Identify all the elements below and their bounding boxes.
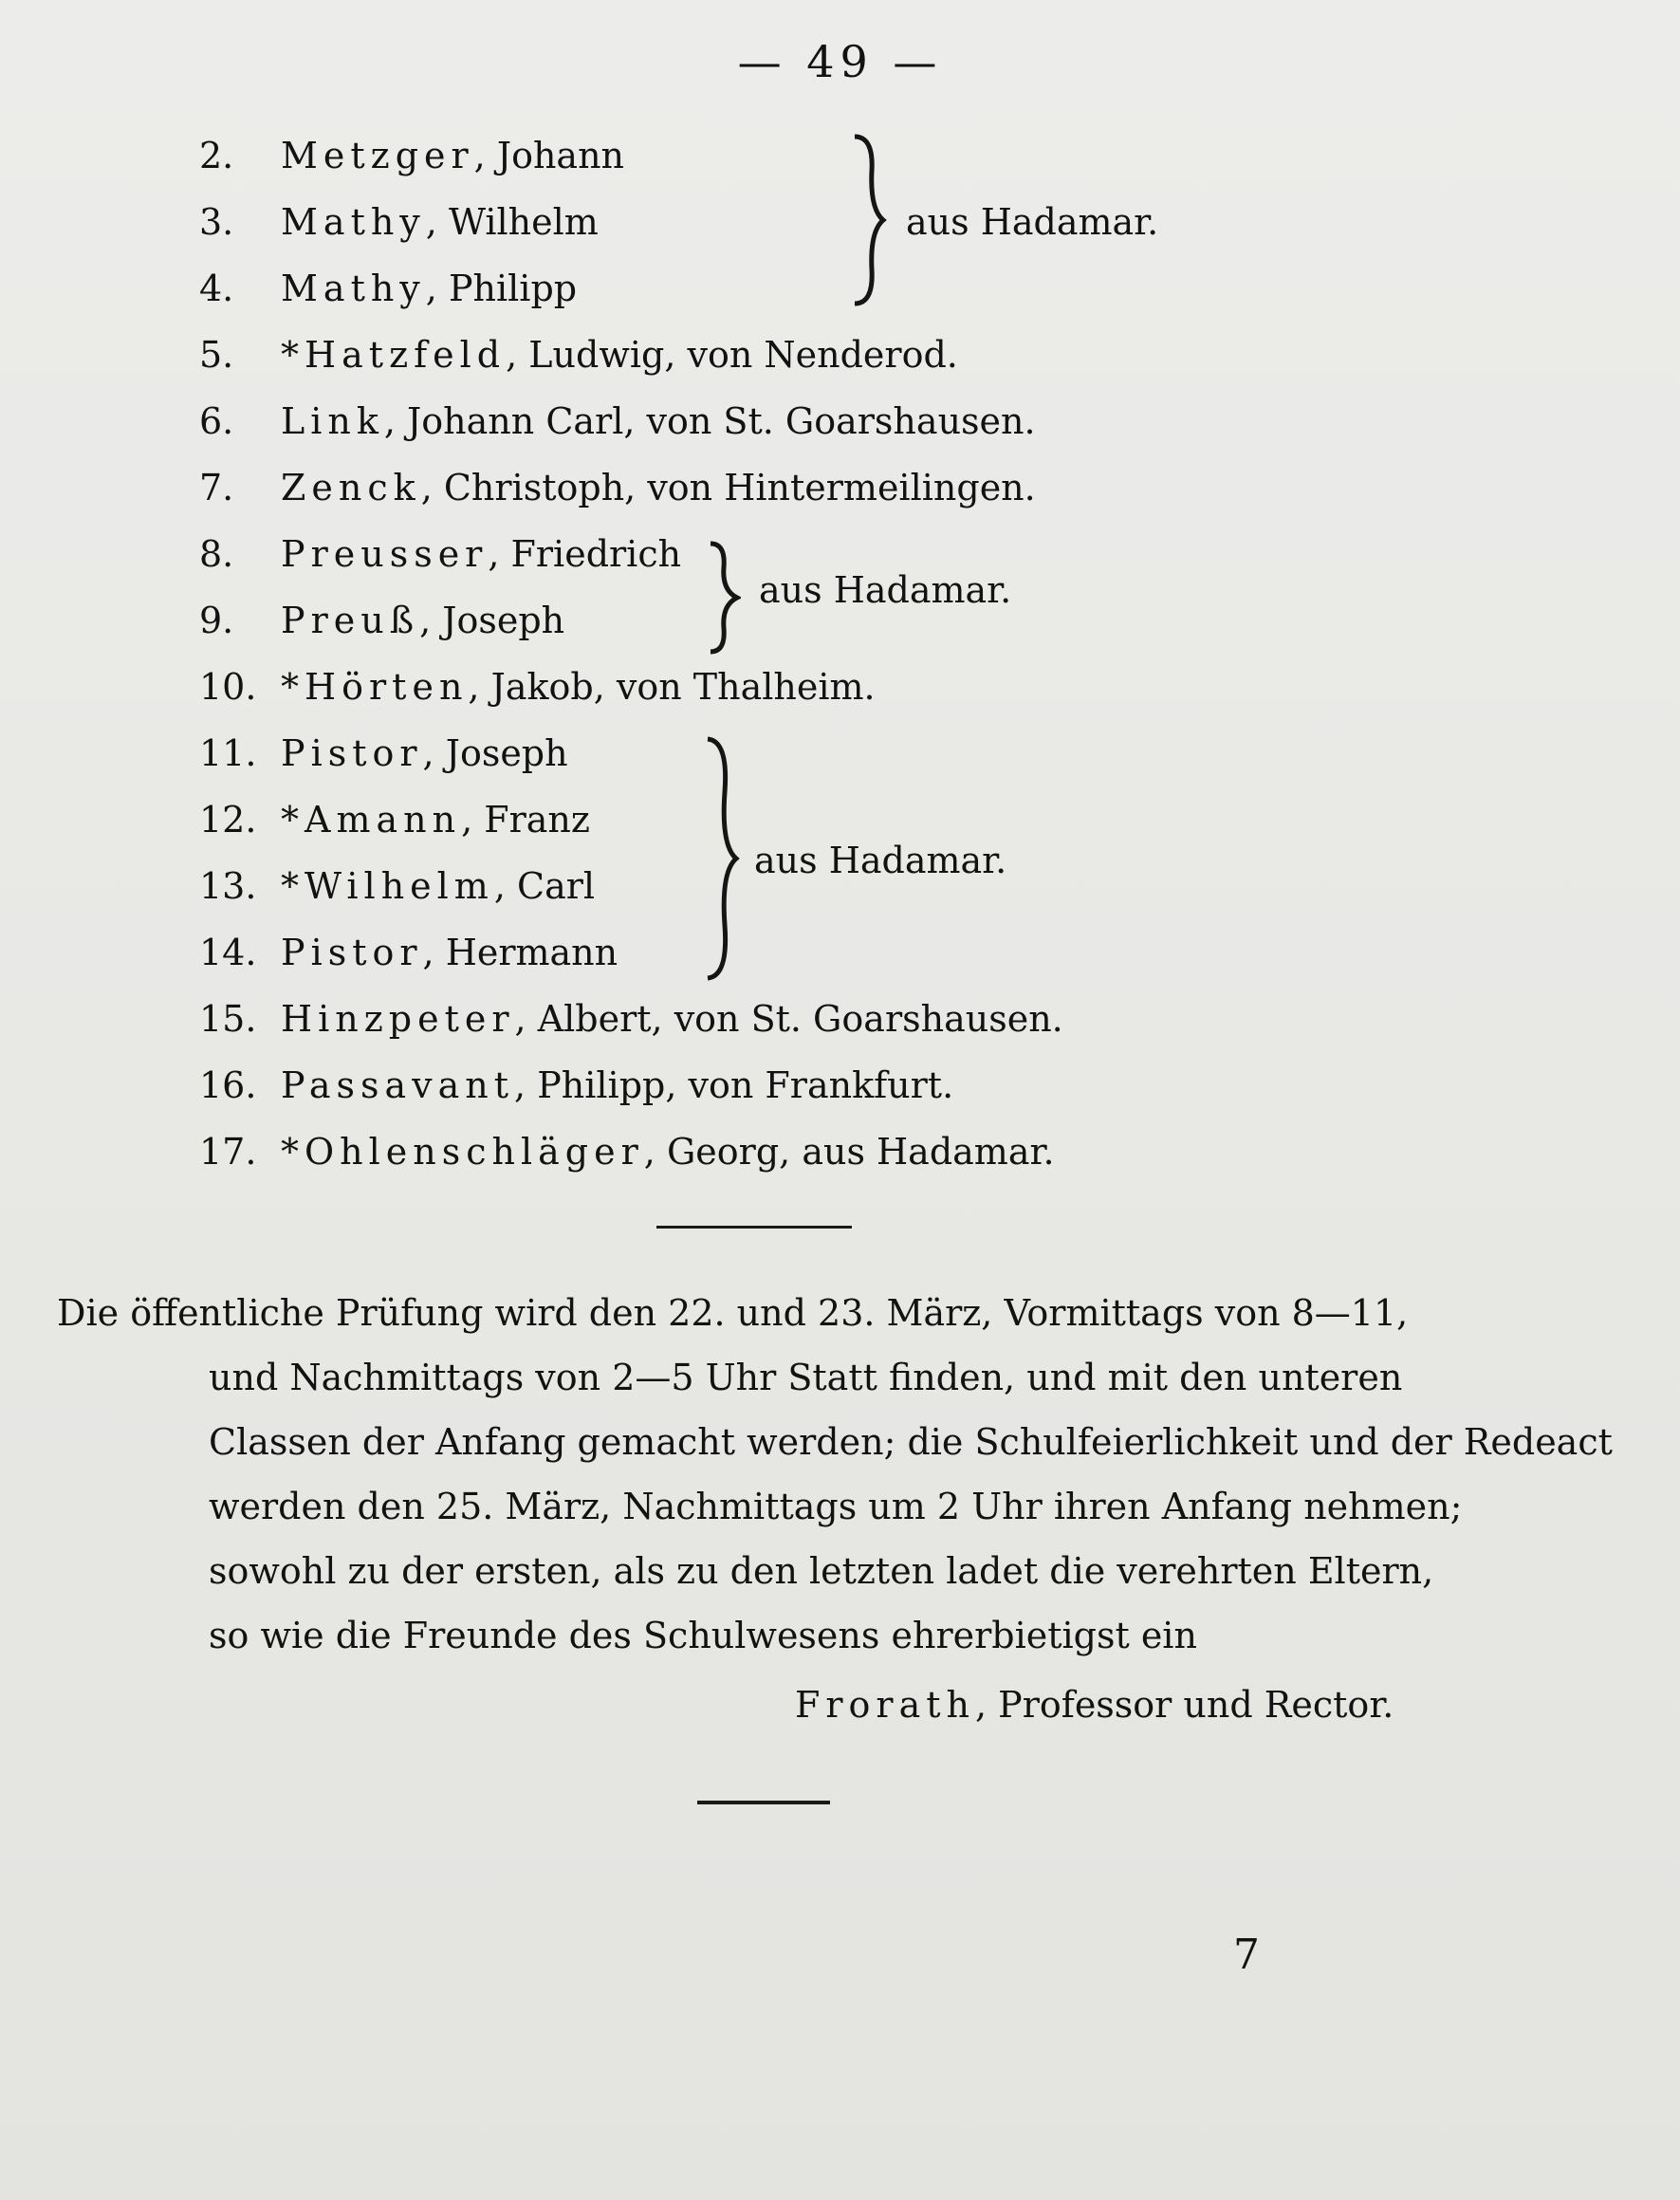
list-item [199, 666, 876, 708]
list-item [199, 201, 599, 243]
entry-number: 13. [199, 865, 257, 907]
list-item [199, 934, 618, 971]
list-item [199, 998, 1063, 1040]
entry-surname: Passavant [281, 1064, 515, 1106]
entry-number: 3. [199, 201, 234, 243]
entry-number: 16. [199, 1064, 257, 1106]
group-label-hadamar-2: aus Hadamar. [759, 569, 1012, 611]
entry-surname: Metzger [281, 135, 474, 176]
page-number: — 49 — [737, 36, 943, 87]
entry-number: 17. [199, 1131, 257, 1173]
announcement-line: Die öffentliche Prüfung wird den 22. und 23. März, Vormittags von 8—11, [57, 1292, 1409, 1334]
brace-icon [707, 541, 741, 655]
list-item [199, 467, 1036, 508]
entry-details: , Franz [461, 799, 590, 841]
entry-number: 14. [199, 932, 257, 973]
entry-surname: Link [281, 400, 384, 442]
entry-details: , Joseph [419, 600, 565, 641]
entry-surname: *Ohlenschläger [281, 1131, 644, 1173]
list-item [199, 600, 565, 641]
entry-details: , Carl [493, 865, 596, 907]
entry-surname: Mathy [281, 268, 426, 309]
entry-number: 4. [199, 268, 234, 309]
list-item [199, 400, 1036, 442]
entry-surname: Hinzpeter [281, 998, 515, 1040]
announcement-line: sowohl zu der ersten, als zu den letzten ladet die verehrten Eltern, [209, 1550, 1434, 1592]
entry-details: , Jakob, von Thalheim. [468, 666, 876, 708]
entry-number: 9. [199, 600, 234, 641]
list-item [199, 135, 625, 176]
separator-rule [656, 1226, 852, 1229]
entry-number: 5. [199, 334, 234, 376]
entry-details: , Friedrich [488, 533, 682, 575]
entry-surname: Pistor [281, 932, 423, 973]
signature [795, 1684, 1394, 1726]
list-item [199, 865, 596, 907]
entry-surname: *Hatzfeld [281, 334, 507, 376]
announcement-paragraph [57, 1281, 1613, 1668]
list-item [199, 334, 958, 376]
list-item [199, 268, 578, 309]
entry-surname: Zenck [281, 467, 421, 508]
entry-number: 8. [199, 533, 234, 575]
entry-surname: Pistor [281, 732, 423, 774]
entry-number: 2. [199, 135, 234, 176]
entry-surname: Mathy [281, 201, 426, 243]
signature-mark: 7 [1233, 1931, 1260, 1979]
entry-surname: Preuß [281, 600, 420, 641]
entry-details: , Philipp [425, 268, 578, 309]
list-item [199, 533, 682, 575]
signature-name: Frorath [795, 1684, 975, 1726]
entry-details: , Ludwig, von Nenderod. [506, 334, 958, 376]
entry-number: 11. [199, 732, 257, 774]
entry-number: 10. [199, 666, 257, 708]
list-item [199, 1064, 954, 1106]
list-item [199, 799, 590, 841]
entry-number: 6. [199, 400, 234, 442]
list-item [199, 732, 568, 774]
brace-icon [849, 133, 887, 308]
announcement-line: so wie die Freunde des Schulwesens ehrerbietigst ein [209, 1615, 1197, 1656]
entry-details: , Albert, von St. Goarshausen. [514, 998, 1063, 1040]
signature-title: , Professor und Rector. [974, 1684, 1394, 1726]
entry-details: , Johann Carl, von St. Goarshausen. [383, 400, 1036, 442]
entry-details: , Joseph [422, 732, 568, 774]
announcement-line: Classen der Anfang gemacht werden; die Schulfeierlichkeit und der Redeact [209, 1421, 1613, 1463]
group-label-hadamar-3: aus Hadamar. [754, 840, 1007, 881]
entry-number: 7. [199, 467, 234, 508]
entry-surname: Preusser [281, 533, 489, 575]
entry-surname: *Amann [281, 799, 462, 841]
entry-details: , Johann [473, 135, 625, 176]
entry-surname: *Hörten [281, 666, 469, 708]
list-item [199, 1131, 1055, 1173]
entry-details: , Hermann [422, 932, 618, 973]
entry-details: , Wilhelm [425, 201, 599, 243]
entry-details: , Christoph, von Hintermeilingen. [420, 467, 1036, 508]
entry-details: , Philipp, von Frankfurt. [514, 1064, 954, 1106]
separator-rule [697, 1801, 830, 1804]
entry-number: 12. [199, 799, 257, 841]
entry-details: , Georg, aus Hadamar. [643, 1131, 1055, 1173]
announcement-line: und Nachmittags von 2—5 Uhr Statt finden, und mit den unteren [209, 1357, 1403, 1398]
announcement-line: werden den 25. März, Nachmittags um 2 Uhr ihren Anfang nehmen; [209, 1486, 1463, 1527]
group-label-hadamar-1: aus Hadamar. [906, 201, 1159, 243]
entry-number: 15. [199, 998, 257, 1040]
brace-icon [702, 735, 740, 982]
entry-surname: *Wilhelm [281, 865, 494, 907]
